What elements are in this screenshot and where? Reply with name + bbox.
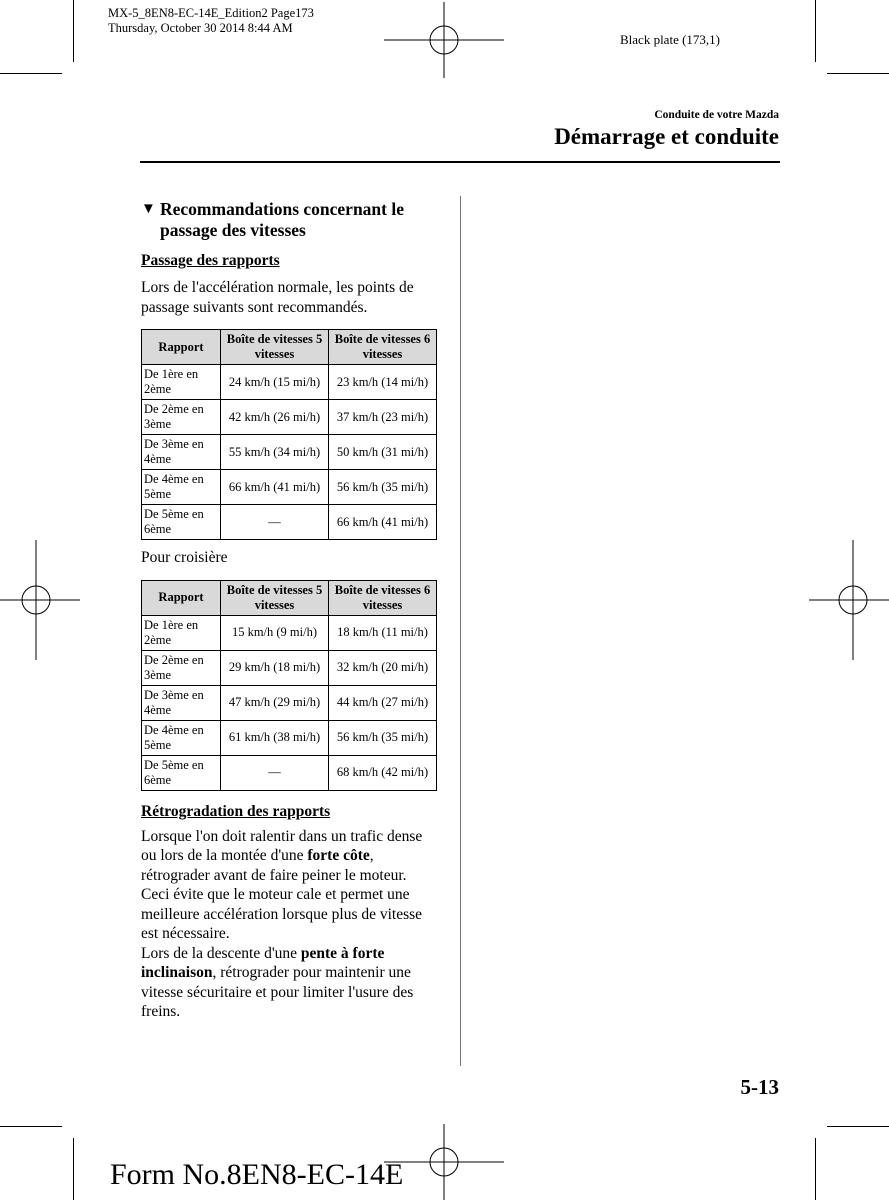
- table-cell: 37 km/h (23 mi/h): [329, 400, 437, 435]
- table-row: [142, 650, 437, 685]
- table-row: [142, 685, 437, 720]
- table-cell: De 3ème en 4ème: [142, 435, 221, 470]
- column-header: Boîte de vitesses 5 vitesses: [221, 580, 329, 615]
- crop-mark: [0, 73, 62, 74]
- crop-mark: [73, 0, 74, 62]
- shift-table-normal: [141, 329, 437, 540]
- column-header: Boîte de vitesses 6 vitesses: [329, 330, 437, 365]
- table-row: [142, 720, 437, 755]
- table-cell: 23 km/h (14 mi/h): [329, 365, 437, 400]
- table-cell: 44 km/h (27 mi/h): [329, 685, 437, 720]
- table-cell: 66 km/h (41 mi/h): [329, 505, 437, 540]
- table-cell: 68 km/h (42 mi/h): [329, 755, 437, 790]
- table-cell: De 3ème en 4ème: [142, 685, 221, 720]
- table-cell: —: [221, 505, 329, 540]
- registration-mark-right: [809, 540, 889, 660]
- section-heading-text: Recommandations concernant le passage des vitesses: [160, 199, 405, 240]
- table-cell: 50 km/h (31 mi/h): [329, 435, 437, 470]
- descent-text: , rétrograder pour maintenir une vitesse sécuritaire et pour limiter l'usure des freins.: [141, 964, 414, 1020]
- downshift-text: , rétrograder avant de faire peiner le moteur. Ceci évite que le moteur cale et permet une meilleure accélération lorsque plus de vitesse est nécessaire.: [141, 847, 423, 942]
- triangle-marker-icon: ▼: [141, 201, 156, 217]
- shift-table-cruise: [141, 580, 437, 791]
- main-column: [141, 199, 438, 1022]
- table-row: [142, 615, 437, 650]
- column-divider: [460, 196, 461, 1066]
- descent-text: Lors de la descente d'une: [141, 944, 301, 962]
- table-cell: 42 km/h (26 mi/h): [221, 400, 329, 435]
- subheading-downshift: Rétrogradation des rapports: [141, 802, 331, 820]
- crop-mark: [815, 0, 816, 62]
- subheading-normal: Passage des rapports: [141, 252, 280, 269]
- print-info-date: Thursday, October 30 2014 8:44 AM: [108, 21, 293, 35]
- crop-mark: [827, 73, 889, 74]
- table-cell: De 1ère en 2ème: [142, 365, 221, 400]
- print-info: [108, 6, 314, 36]
- table-cell: 32 km/h (20 mi/h): [329, 650, 437, 685]
- table-cell: De 2ème en 3ème: [142, 650, 221, 685]
- table-cell: 55 km/h (34 mi/h): [221, 435, 329, 470]
- form-number: Form No.8EN8-EC-14E: [110, 1158, 404, 1191]
- table-cell: 56 km/h (35 mi/h): [329, 470, 437, 505]
- downshift-text: Lorsque l'on doit ralentir dans un trafic dense ou lors de la montée d'une: [141, 827, 423, 864]
- header-rule: [140, 161, 780, 163]
- registration-mark-top: [384, 2, 504, 78]
- table-cell: 61 km/h (38 mi/h): [221, 720, 329, 755]
- descent-paragraph: [141, 944, 438, 1022]
- table-row: [142, 505, 437, 540]
- table-row: [142, 435, 437, 470]
- table-cell: De 5ème en 6ème: [142, 755, 221, 790]
- table-cell: De 4ème en 5ème: [142, 470, 221, 505]
- downshift-emphasis: forte côte: [307, 847, 370, 864]
- table-cell: 15 km/h (9 mi/h): [221, 615, 329, 650]
- intro-paragraph: Lors de l'accélération normale, les points de passage suivants sont recommandés.: [141, 279, 414, 316]
- column-header: Rapport: [142, 330, 221, 365]
- table-row: [142, 365, 437, 400]
- crop-mark: [0, 1126, 62, 1127]
- column-header: Boîte de vitesses 5 vitesses: [221, 330, 329, 365]
- registration-mark-left: [0, 540, 80, 660]
- black-plate-label: Black plate (173,1): [620, 32, 720, 47]
- page-number: 5-13: [740, 1075, 779, 1099]
- descent-emphasis: pente à forte inclinaison: [141, 944, 385, 981]
- section-label: Conduite de votre Mazda: [654, 109, 779, 121]
- table-row: [142, 400, 437, 435]
- column-header: Rapport: [142, 580, 221, 615]
- chapter-title: Démarrage et conduite: [554, 124, 779, 149]
- table-header-row: [142, 580, 437, 615]
- cruise-label: Pour croisière: [141, 549, 228, 566]
- table-cell: De 1ère en 2ème: [142, 615, 221, 650]
- table-cell: De 2ème en 3ème: [142, 400, 221, 435]
- table-cell: 66 km/h (41 mi/h): [221, 470, 329, 505]
- table-cell: De 5ème en 6ème: [142, 505, 221, 540]
- table-cell: —: [221, 755, 329, 790]
- print-info-file: MX-5_8EN8-EC-14E_Edition2 Page173: [108, 6, 314, 20]
- table-row: [142, 755, 437, 790]
- table-cell: 18 km/h (11 mi/h): [329, 615, 437, 650]
- crop-mark: [815, 1138, 816, 1200]
- table-cell: De 4ème en 5ème: [142, 720, 221, 755]
- downshift-paragraph: [141, 827, 438, 944]
- crop-mark: [73, 1138, 74, 1200]
- table-cell: 24 km/h (15 mi/h): [221, 365, 329, 400]
- column-header: Boîte de vitesses 6 vitesses: [329, 580, 437, 615]
- table-cell: 47 km/h (29 mi/h): [221, 685, 329, 720]
- crop-mark: [827, 1126, 889, 1127]
- table-cell: 29 km/h (18 mi/h): [221, 650, 329, 685]
- table-cell: 56 km/h (35 mi/h): [329, 720, 437, 755]
- table-header-row: [142, 330, 437, 365]
- table-row: [142, 470, 437, 505]
- section-heading: [141, 199, 438, 241]
